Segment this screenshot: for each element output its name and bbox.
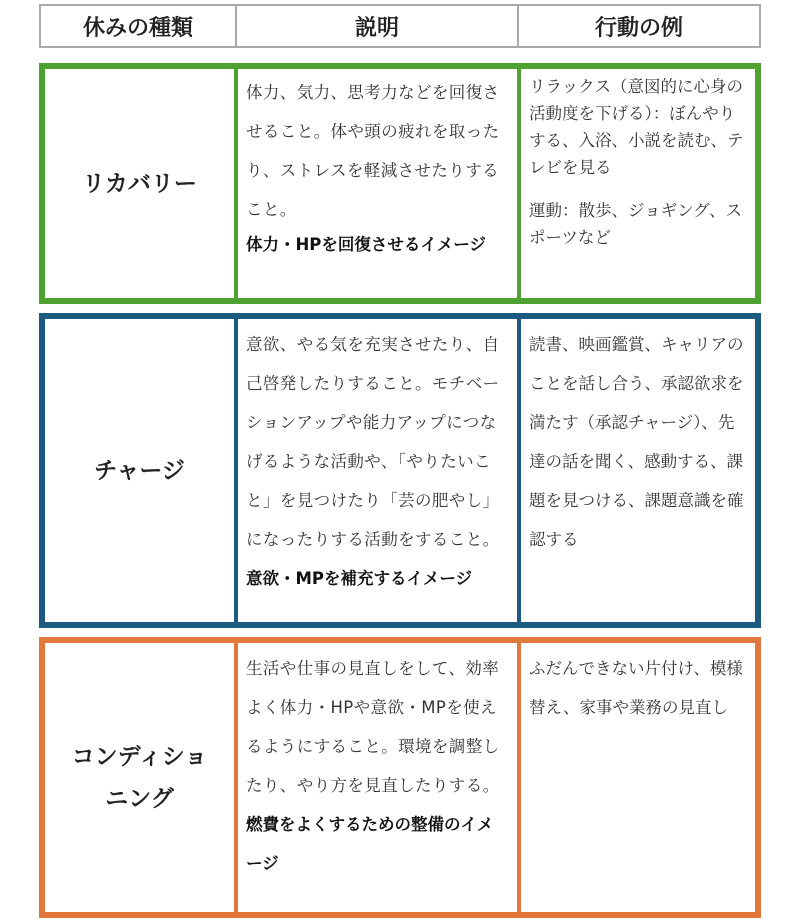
- description-text: 体力、気力、思考力などを回復させること。体や頭の疲れを取ったり、ストレスを軽減させたりすること。: [246, 83, 500, 219]
- header-examples: 行動の例: [594, 15, 683, 41]
- rest-type-conditioning: [45, 643, 238, 912]
- header-description: 説明: [237, 6, 519, 46]
- description-text: 生活や仕事の見直しをして、効率よく体力・HPや意欲・MPを使えるようにすること。環境を調整したり、やり方を見直したりする。: [246, 659, 500, 795]
- examples-charge: [521, 319, 755, 622]
- header-type: 休みの種類: [41, 6, 237, 46]
- description-summary: 意欲・MPを補充するイメージ: [246, 569, 473, 588]
- description-summary: 燃費をよくするための整備のイメージ: [246, 815, 494, 873]
- examples-recovery: [521, 69, 755, 298]
- example-text: ふだんできない片付け、模様替え、家事や業務の見直し: [529, 659, 743, 717]
- rest-type-label: コンディショニング: [71, 743, 208, 812]
- table-header: [39, 4, 761, 48]
- example-text: 運動：散歩、ジョギング、スポーツなど: [529, 201, 743, 247]
- description-text: 意欲、やる気を充実させたり、自己啓発したりすること。モチベーションアップや能力アップにつなげるような活動や、「やりたいこと」を見つけたり「芸の肥やし」になったりする活動をすること。: [246, 335, 500, 549]
- row-recovery: [39, 63, 761, 304]
- row-conditioning: [39, 637, 761, 918]
- example-text: 読書、映画鑑賞、キャリアのことを話し合う、承認欲求を満たす（承認チャージ）、先達の話を聞く、感動する、課題を見つける、課題意識を確認する: [529, 335, 744, 549]
- examples-conditioning: [521, 643, 755, 912]
- description-conditioning: [238, 643, 521, 912]
- description-summary: 体力・HPを回復させるイメージ: [246, 235, 486, 254]
- description-charge: [238, 319, 521, 622]
- description-recovery: [238, 69, 521, 298]
- rest-type-charge: チャージ: [45, 319, 238, 622]
- row-charge: [39, 313, 761, 628]
- example-text: リラックス（意図的に心身の活動度を下げる）：ぼんやりする、入浴、小説を読む、テレビを見る: [529, 77, 744, 177]
- rest-type-recovery: リカバリー: [45, 69, 238, 298]
